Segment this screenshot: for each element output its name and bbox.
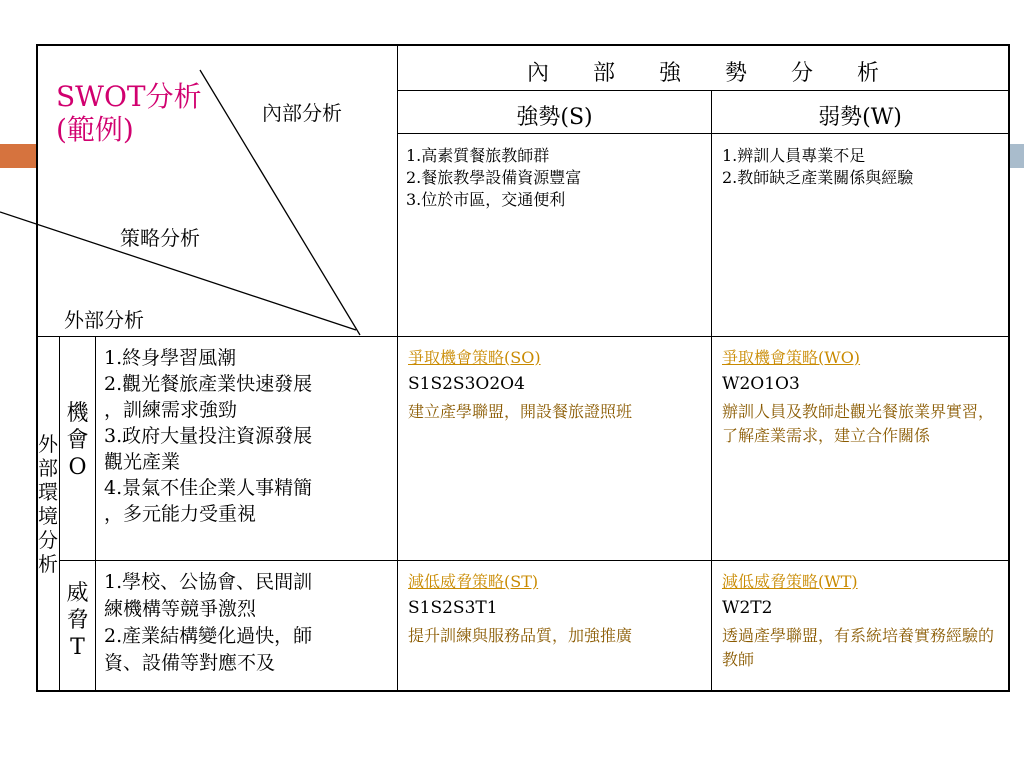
st-strategy-cell: [408, 569, 704, 648]
wt-strategy-cell: [722, 569, 1004, 672]
weaknesses-list: 1.辨訓人員專業不足 2.教師缺乏產業關係與經驗: [722, 146, 914, 187]
internal-strength-analysis-header: 內 部 強 勢 分 析: [526, 61, 879, 86]
header-row-divider-2: [397, 133, 1009, 134]
so-strategy-code: S1S2S3O2O4: [408, 374, 525, 394]
strength-header: 強勢(S): [516, 105, 593, 130]
ot-row-divider: [59, 560, 1009, 561]
table-bottom-border: [36, 690, 1010, 692]
opportunities-list: 1.終身學習風潮 2.觀光餐旅產業快速發展 ，訓練需求強勁 3.政府大量投注資源發展 觀光產業 4.景氣不佳企業人事精簡 ，多元能力受重視: [104, 347, 313, 525]
table-left-border: [36, 44, 38, 692]
so-strategy-title: 爭取機會策略(SO): [408, 348, 541, 367]
opportunity-label: 機 會 O: [66, 401, 89, 480]
threats-list: 1.學校、公協會、民間訓 練機構等競爭激烈 2.產業結構變化過快，師 資、設備等對應不及: [104, 571, 313, 674]
corner-right-border: [397, 44, 398, 690]
table-right-border: [1008, 44, 1010, 692]
strategy-analysis-label: 策略分析: [120, 226, 200, 250]
wo-strategy-desc: 辦訓人員及教師赴觀光餐旅業界實習，了解產業需求，建立合作關係: [722, 402, 995, 445]
threat-label: 威 脅 T: [66, 581, 89, 660]
wo-strategy-title: 爭取機會策略(WO): [722, 348, 861, 367]
st-strategy-code: S1S2S3T1: [408, 598, 498, 618]
internal-analysis-label: 內部分析: [262, 101, 342, 125]
external-environment-label: 外 部 環 境 分 析: [38, 432, 58, 576]
header-row-divider: [397, 90, 1009, 91]
table-top-border: [36, 44, 1010, 46]
ot-label-divider: [95, 336, 96, 690]
st-strategy-title: 減低威脅策略(ST): [408, 572, 539, 591]
so-strategy-cell: [408, 345, 704, 424]
wo-strategy-cell: [722, 345, 1004, 448]
wo-strategy-code: W2O1O3: [722, 374, 800, 394]
corner-bottom-divider: [36, 336, 1009, 337]
wt-strategy-code: W2T2: [722, 598, 773, 618]
slide-title: SWOT分析 (範例): [56, 80, 202, 146]
weakness-header: 弱勢(W): [818, 105, 902, 130]
so-strategy-desc: 建立產學聯盟，開設餐旅證照班: [408, 402, 633, 421]
wt-strategy-title: 減低威脅策略(WT): [722, 572, 858, 591]
sw-column-divider: [711, 90, 712, 690]
strengths-list: 1.高素質餐旅教師群 2.餐旅教學設備資源豐富 3.位於市區，交通便利: [406, 146, 582, 209]
wt-strategy-desc: 透過產學聯盟，有系統培養實務經驗的教師: [722, 626, 995, 669]
external-analysis-label: 外部分析: [64, 308, 144, 332]
st-strategy-desc: 提升訓練與服務品質，加強推廣: [408, 626, 633, 645]
